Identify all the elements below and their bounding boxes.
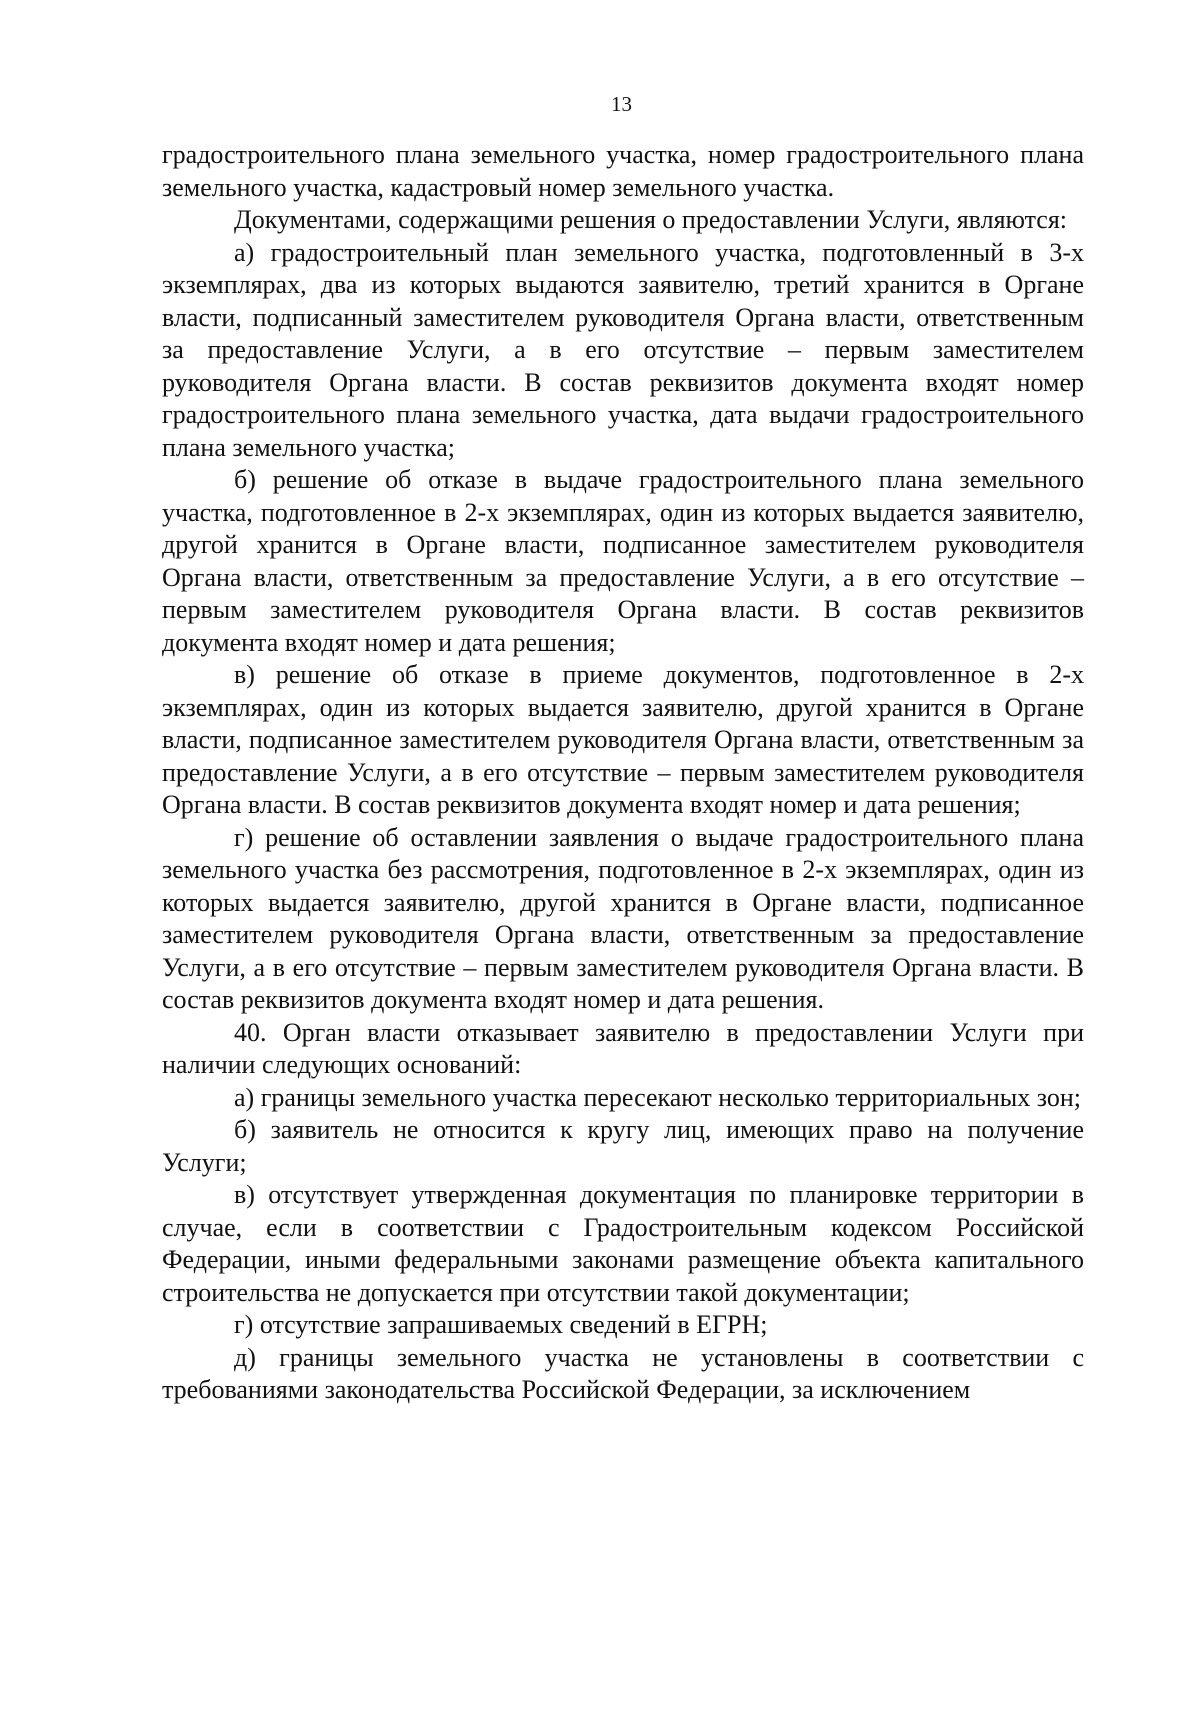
paragraph-continuation: градостроительного плана земельного участка, номер градостроительного плана земельного участка, кадастровый номер земельного участка.: [162, 140, 1084, 202]
paragraph-documents-intro: Документами, содержащими решения о предоставлении Услуги, являются:: [234, 205, 1068, 234]
paragraph-item-b: б) решение об отказе в выдаче градостроительного плана земельного участка, подготовленное в 2-х экземплярах, один из которых выдается заявителю, другой хранится в Органе власти, подписанное заместителем руководителя Органа власти, ответственным за предоставление Услуги, а в его отсутствие – первым заместителем руководителя Органа власти. В состав реквизитов документа входят номер и дата решения;: [162, 465, 1084, 657]
page-number: 13: [611, 92, 632, 116]
document-body: [162, 139, 1084, 1407]
paragraph-ground-a: а) границы земельного участка пересекают несколько территориальных зон;: [234, 1082, 1081, 1112]
paragraph-ground-v: в) отсутствует утвержденная документация по планировке территории в случае, если в соответствии с Градостроительным кодексом Российской Федерации, иными федеральными законами размещение объекта капитального строительства не допускается при отсутствии такой документации;: [162, 1180, 1084, 1307]
paragraph-item-g: г) решение об оставлении заявления о выдаче градостроительного плана земельного участка без рассмотрения, подготовленное в 2-х экземплярах, один из которых выдается заявителю, другой хранится в Органе власти, подписанное заместителем руководителя Органа власти, ответственным за предоставление Услуги, а в его отсутствие – первым заместителем руководителя Органа власти. В состав реквизитов документа входят номер и дата решения.: [162, 822, 1084, 1014]
paragraph-item-v: в) решение об отказе в приеме документов, подготовленное в 2-х экземплярах, один из которых выдается заявителю, другой хранится в Органе власти, подписанное заместителем руководителя Органа власти, ответственным за предоставление Услуги, а в его отсутствие – первым заместителем руководителя Органа власти. В состав реквизитов документа входят номер и дата решения;: [162, 660, 1084, 819]
paragraph-clause-40: 40. Орган власти отказывает заявителю в предоставлении Услуги при наличии следующих оснований:: [162, 1017, 1084, 1079]
paragraph-item-a: а) градостроительный план земельного участка, подготовленный в 3-х экземплярах, два из которых выдаются заявителю, третий хранится в Органе власти, подписанный заместителем руководителя Органа власти, ответственным за предоставление Услуги, а в его отсутствие – первым заместителем руководителя Органа власти. В состав реквизитов документа входят номер градостроительного плана земельного участка, дата выдачи градостроительного плана земельного участка;: [162, 237, 1084, 462]
paragraph-ground-b: б) заявитель не относится к кругу лиц, имеющих право на получение Услуги;: [162, 1115, 1084, 1177]
paragraph-ground-g: г) отсутствие запрашиваемых сведений в ЕГРН;: [234, 1310, 768, 1339]
paragraph-ground-d: д) границы земельного участка не установлены в соответствии с требованиями законодательства Российской Федерации, за исключением: [162, 1342, 1084, 1404]
